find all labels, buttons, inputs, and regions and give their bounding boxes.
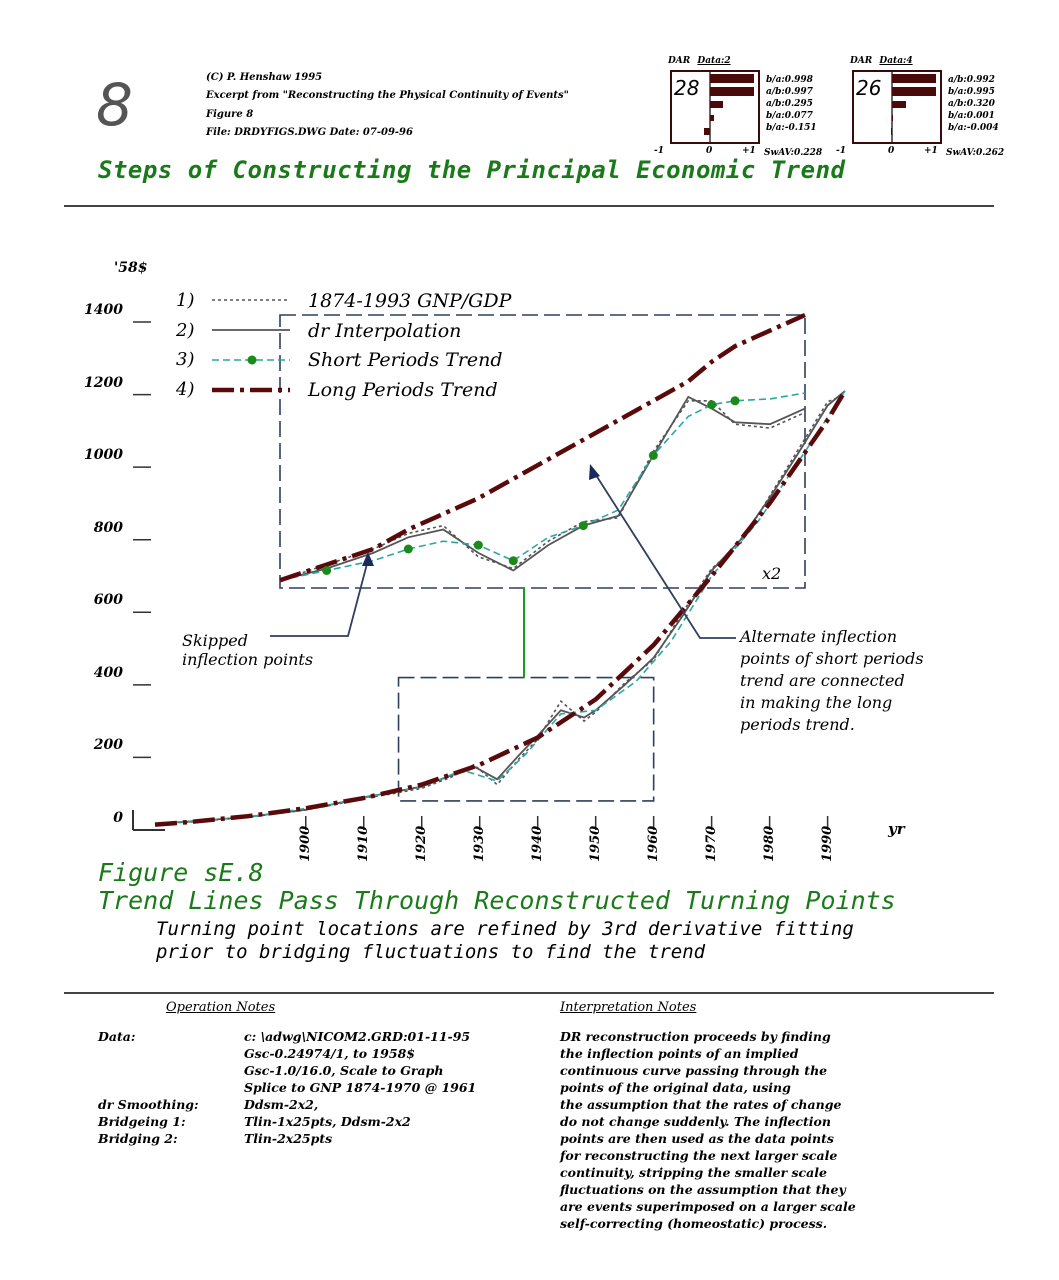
dar-axis-zero: 0 <box>706 146 713 156</box>
dar-label: DAR <box>850 56 873 66</box>
operation-notes <box>98 1028 477 1147</box>
legend-marker <box>248 356 257 365</box>
legend-num-1: 1) <box>176 290 195 311</box>
y-tick-label: 1200 <box>84 374 123 391</box>
notes-value: Gsc-0.24974/1, to 1958$ <box>244 1046 415 1061</box>
dar-axis-min: -1 <box>836 146 846 156</box>
legend-label-3: Short Periods Trend <box>308 349 503 371</box>
notes-line: do not change suddenly. The inflection <box>560 1114 831 1129</box>
x-tick-label: 1980 <box>761 825 777 862</box>
figure-line: Figure 8 <box>206 109 254 120</box>
alternate-annotation <box>740 626 924 736</box>
notes-value: Tlin-2x25pts <box>244 1131 333 1146</box>
notes-value: c: \adwg\NICOM2.GRD:01-11-95 <box>244 1029 471 1044</box>
notes-line: the inflection points of an implied <box>560 1046 799 1061</box>
x-tick-label: 1990 <box>819 825 835 862</box>
annotation-arrows <box>270 464 736 638</box>
notes-line: the assumption that the rates of change <box>560 1097 842 1112</box>
notes-value: Tlin-1x25pts, Ddsm-2x2 <box>244 1114 411 1129</box>
dar-stat: a/b:0.992 <box>948 75 995 85</box>
notes-label: Data: <box>98 1029 136 1044</box>
y-tick-label: 400 <box>93 664 123 681</box>
legend-num-2: 2) <box>176 320 195 341</box>
x-tick-label: 1950 <box>587 825 603 862</box>
figure-label: Figure sE.8 <box>98 858 264 887</box>
inflection-point <box>731 396 740 405</box>
notes-value: Ddsm-2x2, <box>244 1097 319 1112</box>
notes-value: Gsc-1.0/16.0, Scale to Graph <box>244 1063 444 1078</box>
x-tick-label: 1930 <box>471 825 487 862</box>
legend-label-2: dr Interpolation <box>308 320 462 342</box>
inflection-point <box>579 521 588 530</box>
dar-count: 28 <box>674 76 700 100</box>
inset-scale-label: x2 <box>762 564 782 583</box>
annotation-line: Skipped <box>182 631 248 650</box>
dar-data-label: Data:2 <box>697 56 731 66</box>
notes-label: Bridging 2: <box>98 1131 178 1146</box>
annotation-line: points of short periods <box>740 649 924 668</box>
notes-line: fluctuations on the assumption that they <box>560 1182 846 1197</box>
notes-line: points are then used as the data points <box>560 1131 834 1146</box>
dar-label: DAR <box>668 56 691 66</box>
y-tick-label: 600 <box>93 592 123 609</box>
inflection-point <box>509 556 518 565</box>
notes-line: continuity, stripping the smaller scale <box>560 1165 827 1180</box>
dar-stat: b/a:-0.004 <box>948 123 999 133</box>
caption <box>156 918 854 964</box>
dar-stat: b/a:0.001 <box>948 111 995 121</box>
bottom-divider <box>64 992 994 994</box>
y-tick-label: 800 <box>93 519 123 536</box>
dar-swav: SwAV:0.262 <box>946 148 1005 158</box>
dar-stat: b/a:0.077 <box>766 111 813 121</box>
file-line: File: DRDYFIGS.DWG Date: 07-09-96 <box>206 127 413 138</box>
y-tick-label: 1400 <box>84 302 123 318</box>
page-title: Steps of Constructing the Principal Economic Trend <box>98 156 846 184</box>
dar-axis-max: +1 <box>742 146 756 156</box>
inflection-point <box>474 541 483 550</box>
legend-label-4: Long Periods Trend <box>308 379 498 401</box>
annotation-line: Alternate inflection <box>740 627 898 646</box>
notes-line: self-correcting (homeostatic) process. <box>560 1216 828 1231</box>
dar-count: 26 <box>856 76 882 100</box>
inflection-point <box>649 451 658 460</box>
detail-box-lower <box>399 678 654 801</box>
legend-num-3: 3) <box>176 349 195 370</box>
notes-line: for reconstructing the next larger scale <box>560 1148 838 1163</box>
y-axis-unit: '58$ <box>114 260 148 276</box>
dar-stat: b/a:0.998 <box>766 75 813 85</box>
notes-label: dr Smoothing: <box>98 1097 199 1112</box>
alternate-arrow <box>594 472 736 638</box>
annotation-line: periods trend. <box>740 715 855 734</box>
x-tick-label: 1960 <box>645 825 661 862</box>
notes-line: continuous curve passing through the <box>560 1063 828 1078</box>
skipped-annotation <box>182 630 313 671</box>
dar-stat: b/a:-0.151 <box>766 123 817 133</box>
notes-label: Bridgeing 1: <box>98 1114 186 1129</box>
dar-stat: a/b:0.997 <box>766 87 813 97</box>
dar-axis-max: +1 <box>924 146 938 156</box>
series-line-1 <box>155 395 845 824</box>
x-axis-label: yr <box>888 820 905 838</box>
copyright-line: (C) P. Henshaw 1995 <box>206 72 323 83</box>
notes-line: are events superimposed on a larger scale <box>560 1199 856 1214</box>
inflection-point <box>404 545 413 554</box>
notes-value: Splice to GNP 1874-1970 @ 1961 <box>244 1080 477 1095</box>
figure-number: 8 <box>96 71 133 139</box>
dar-axis-zero: 0 <box>888 146 895 156</box>
annotation-line: in making the long <box>740 693 893 712</box>
series-line-4 <box>155 391 845 825</box>
legend-label-1: 1874-1993 GNP/GDP <box>308 290 512 312</box>
notes-line: DR reconstruction proceeds by finding <box>560 1029 831 1044</box>
x-tick-label: 1920 <box>413 825 429 862</box>
interpretation-notes-heading: Interpretation Notes <box>560 1000 697 1015</box>
legend-lines <box>212 300 290 390</box>
figure-title: Trend Lines Pass Through Reconstructed Turning Points <box>98 886 896 915</box>
interpretation-notes <box>560 1028 856 1232</box>
caption-line: Turning point locations are refined by 3rd derivative fitting <box>156 918 854 940</box>
dar-axis-min: -1 <box>654 146 664 156</box>
legend-num-4: 4) <box>176 379 195 400</box>
x-tick-label: 1900 <box>297 825 313 862</box>
inflection-point <box>707 400 716 409</box>
series-line-3 <box>155 391 845 824</box>
y-tick-label: 0 <box>113 810 123 826</box>
inflection-point <box>322 566 331 575</box>
dar-stat: a/b:0.320 <box>948 99 995 109</box>
annotation-line: trend are connected <box>740 671 905 690</box>
caption-line: prior to bridging fluctuations to find the trend <box>156 941 706 963</box>
dar-stat: b/a:0.995 <box>948 87 995 97</box>
x-tick-label: 1910 <box>355 825 371 862</box>
x-tick-label: 1940 <box>529 825 545 862</box>
annotation-line: inflection points <box>182 650 314 669</box>
notes-line: points of the original data, using <box>560 1080 791 1095</box>
y-tick-label: 1000 <box>84 447 123 464</box>
series-line-2 <box>155 391 845 824</box>
dar-data-label: Data:4 <box>879 56 913 66</box>
main-series <box>155 391 845 825</box>
dar-swav: SwAV:0.228 <box>764 148 823 158</box>
x-tick-label: 1970 <box>703 825 719 862</box>
y-tick-label: 200 <box>93 737 123 754</box>
operation-notes-heading: Operation Notes <box>166 1000 276 1015</box>
excerpt-line: Excerpt from "Reconstructing the Physical Continuity of Events" <box>206 90 569 101</box>
dar-stat: a/b:0.295 <box>766 99 813 109</box>
